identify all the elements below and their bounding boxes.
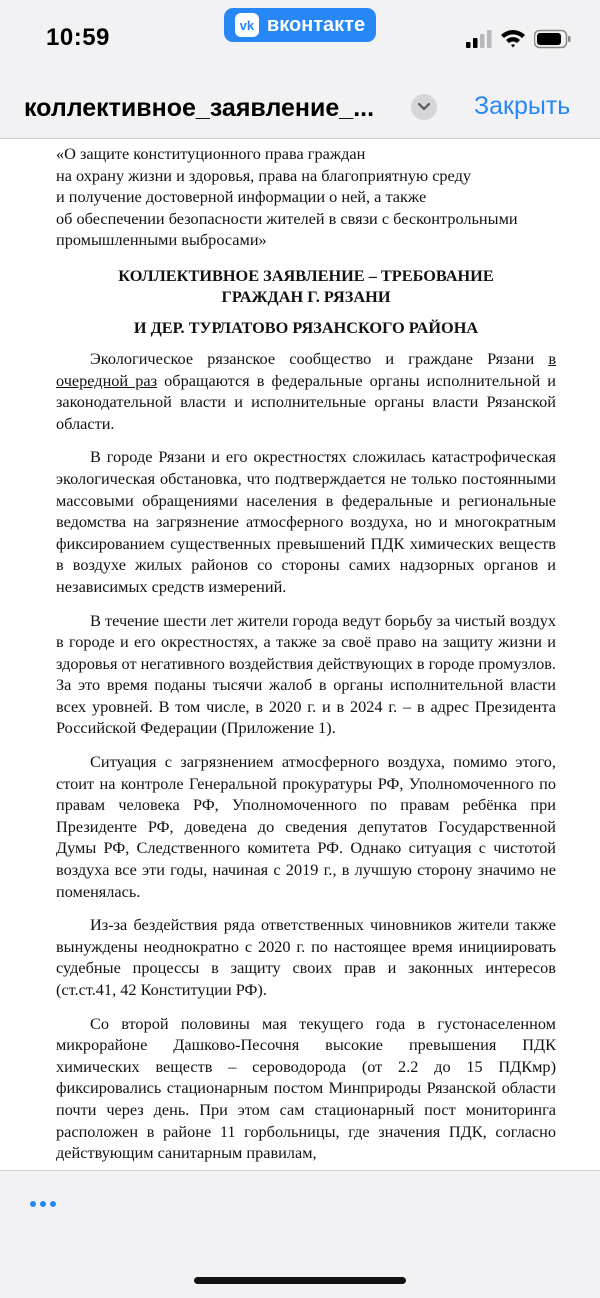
chevron-down-icon: [417, 102, 431, 112]
document-header: [0, 80, 600, 139]
battery-icon: [534, 29, 572, 49]
document-heading: [56, 265, 556, 307]
wifi-icon: [500, 28, 526, 48]
paragraph: Со второй половины мая текущего года в густонаселенном микрорайоне Дашково-Песочня высокие превышения ПДК химических веществ – сероводорода (от 2.2 до 15 ПДКмр) фиксировались стационарным постом Минприроды Рязанской области почти через день. При этом сам стационарный пост мониторинга расположен в районе 11 горбольницы, где значения ПДК, согласно действующим санитарным правилам,: [56, 1013, 556, 1163]
status-time: 10:59: [46, 24, 110, 51]
app-pill-label: вконтакте: [266, 13, 366, 36]
paragraph-text: обращаются в федеральные органы исполнительной и законодательной власти и исполнительные органы власти Рязанской области.: [56, 370, 556, 433]
quote-line: и получение достоверной информации о ней, а также: [56, 187, 427, 207]
paragraph: Из-за бездействия ряда ответственных чиновников жители также вынуждены неоднократно с 2020 г. по настоящее время инициировать судебные процессы в защиту своих прав и законных интересов (ст.ст.41, 42 Конституции РФ).: [56, 915, 556, 999]
quote-line: об обеспечении безопасности жителей в связи с бесконтрольными: [56, 208, 518, 228]
document-heading-sub: [56, 317, 556, 338]
vk-logo-icon: vk: [235, 13, 259, 37]
underlined-text: в очередной раз: [56, 348, 556, 390]
status-bar: [0, 0, 600, 80]
document-subtitle-quote: [56, 143, 556, 251]
return-to-app-pill[interactable]: [224, 8, 376, 42]
cellular-signal-icon: [466, 30, 492, 48]
more-dots-icon: [30, 1201, 36, 1207]
paragraph-text: Экологическое рязанское сообщество и граждане Рязани: [90, 348, 549, 368]
quote-line: на охрану жизни и здоровья, права на благоприятную среду: [56, 165, 471, 185]
heading-line: И ДЕР. ТУРЛАТОВО РЯЗАНСКОГО РАЙОНА: [133, 317, 479, 337]
paragraph: В городе Рязани и его окрестностях сложилась катастрофическая экологическая обстановка, что подтверждается не только постоянными массовыми обращениями населения в федеральные и региональные ведомства на загрязнение атмосферного воздуха, но и многократным фиксированием существенных превышений ПДК химических веществ в воздухе жилых районов со стороны самих надзорных органов и независимых средств измерений.: [56, 447, 556, 596]
more-options-button[interactable]: [30, 1201, 56, 1207]
paragraph: [56, 348, 556, 434]
heading-line: КОЛЛЕКТИВНОЕ ЗАЯВЛЕНИЕ – ТРЕБОВАНИЕ: [118, 265, 494, 285]
paragraph: Ситуация с загрязнением атмосферного воздуха, помимо этого, стоит на контроле Генеральной прокуратуры РФ, Уполномоченного по правам человека РФ, Уполномоченного по правам ребёнка при Президенте РФ, доведена до сведения депутатов Государственной Думы РФ, Следственного комитета РФ. Однако ситуация с чистотой воздуха все эти годы, начиная с 2019 г., в лучшую сторону значимо не поменялась.: [56, 752, 556, 901]
home-indicator[interactable]: [194, 1277, 406, 1284]
document-content: [56, 143, 556, 1170]
close-button[interactable]: Закрыть: [474, 92, 571, 120]
title-menu-button[interactable]: [411, 94, 437, 120]
heading-line: ГРАЖДАН Г. РЯЗАНИ: [221, 286, 391, 306]
quote-line: промышленными выбросами»: [56, 230, 267, 250]
paragraph: В течение шести лет жители города ведут борьбу за чистый воздух в городе и его окрестностях, а также за своё право на защиту жизни и здоровья от негативного воздействия действующих в городе промузлов. За это время поданы тысячи жалоб в органы исполнительной власти всех уровней. В том числе, в 2020 г. и в 2024 г. – в адрес Президента Российской Федерации (Приложение 1).: [56, 610, 556, 738]
quote-line: «О защите конституционного права граждан: [56, 144, 366, 163]
document-title: коллективное_заявление_...: [24, 94, 375, 122]
document-page[interactable]: [0, 139, 600, 1170]
